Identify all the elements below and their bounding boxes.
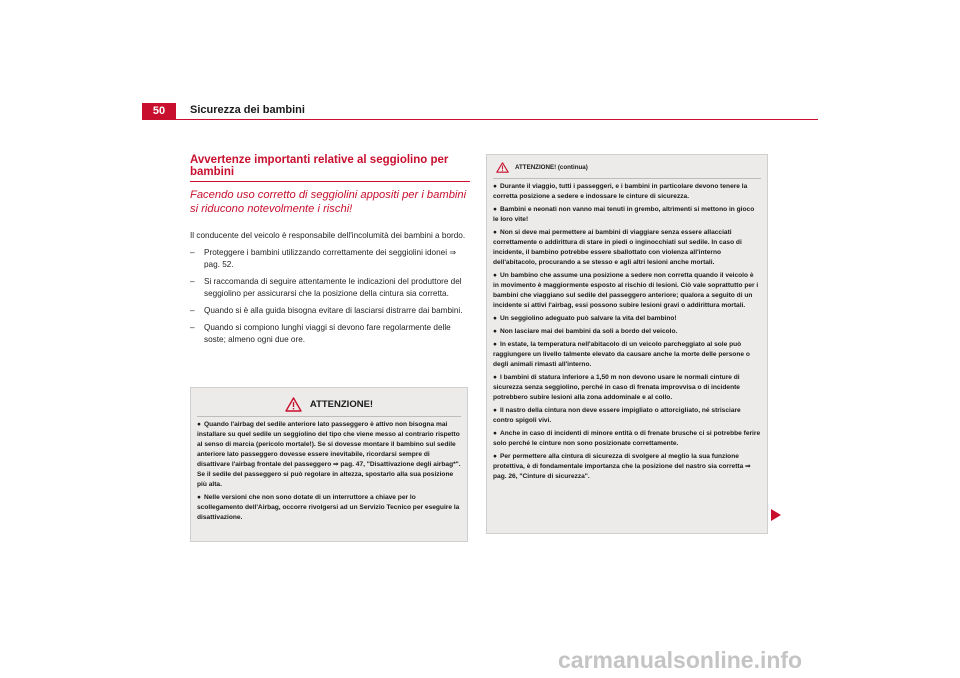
warning-triangle-icon xyxy=(285,397,302,412)
header-divider xyxy=(142,119,818,120)
warning-body xyxy=(487,182,767,482)
warning-item: ● Non si deve mai permettere ai bambini di viaggiare senza essere allacciati correttamente o addirittura di stare in piedi o inginocchiati sul sedile. In caso di incidente, il bambino potrebbe essere sballottato con violenza all'interno dell'abitacolo, procurando a se stesso e agli altri lesioni anche mortali. xyxy=(493,229,742,266)
watermark: carmanualsonline.info xyxy=(558,647,803,673)
warning-item: ● Non lasciare mai dei bambini da soli a bordo del veicolo. xyxy=(493,328,678,335)
list-item: – Proteggere i bambini utilizzando correttamente dei seggiolini idonei ⇒ pag. 52. xyxy=(190,248,457,269)
warning-title: ATTENZIONE! xyxy=(309,398,374,410)
warning-item: ● I bambini di statura inferiore a 1,50 m non devono usare le normali cinture di sicurezza senza seggiolino, perché in caso di frenata improvvisa o di incidente potrebbero subire lesioni alla zona addominale e al collo. xyxy=(493,374,740,401)
page-number: 50 xyxy=(142,103,176,119)
warning-box xyxy=(190,387,468,542)
left-column xyxy=(190,154,470,351)
bullet-icon: ● xyxy=(493,183,497,190)
bullet-icon: ● xyxy=(493,407,497,414)
warning-title: ATTENZIONE! (continua) xyxy=(515,163,588,171)
list-item: – Quando si compiono lunghi viaggi si devono fare regolarmente delle soste; almeno ogni due ore. xyxy=(190,323,451,344)
bullet-icon: ● xyxy=(493,328,497,335)
warning-item: ● Quando l'airbag del sedile anteriore lato passeggero è attivo non bisogna mai installare su quel sedile un seggiolino del tipo che viene messo al contrario rispetto al senso di marcia (pericolo mortale!). Se si dovesse montare il bambino sul sedile anteriore lato passeggero dovesse essere inevitabile, ricordarsi sempre di disattivare l'airbag frontale del passeggero ⇒ pag. 47, "Disattivazione degli airbag*". Se il sedile del passeggero si può regolare in altezza, spostarlo alla sua posizione più alta. xyxy=(197,421,461,488)
bullet-icon: ● xyxy=(493,374,497,381)
warning-divider xyxy=(493,178,761,179)
warning-item: ● Anche in caso di incidenti di minore entità o di frenate brusche ci si potrebbe ferire solo perché le cinture non sono posizionate correttamente. xyxy=(493,430,761,447)
intro-text: Facendo uso corretto di seggiolini appositi per i bambini si riducono notevolmente i rischi! xyxy=(190,189,467,215)
list-item: – Quando si è alla guida bisogna evitare di lasciarsi distrarre dai bambini. xyxy=(190,306,463,315)
bullet-icon: ● xyxy=(493,315,497,322)
warning-header xyxy=(191,396,467,412)
warning-item: ● Per permettere alla cintura di sicurezza di svolgere al meglio la sua funzione protettiva, è di fondamentale importanza che la posizione del nastro sia corretta ⇒ pag. 26, "Cinture di sicurezza". xyxy=(493,453,751,480)
list-item: – Si raccomanda di seguire attentamente le indicazioni del produttore del seggiolino per assicurarsi che la posizione della cintura sia corretta. xyxy=(190,277,462,298)
bullet-icon: ● xyxy=(493,272,497,279)
warning-body xyxy=(191,420,467,523)
bullet-icon: ● xyxy=(493,206,497,213)
warning-item: ● Durante il viaggio, tutti i passeggeri, e i bambini in particolare devono tenere la corretta posizione a sedere e indossare le cinture di sicurezza. xyxy=(493,183,748,200)
warning-item: ● Il nastro della cintura non deve essere impigliato o attorcigliato, né strisciare contro spigoli vivi. xyxy=(493,407,741,424)
warning-item: ● Bambini e neonati non vanno mai tenuti in grembo, altrimenti si mettono in gioco le loro vite! xyxy=(493,206,755,223)
section-heading: Avvertenze importanti relative al seggiolino per bambini xyxy=(190,154,470,182)
bullet-icon: ● xyxy=(197,421,201,428)
bullet-icon: ● xyxy=(493,430,497,437)
warning-item: ● Nelle versioni che non sono dotate di un interruttore a chiave per lo scollegamento dell'Airbag, occorre rivolgersi ad un Servizio Tecnico per eseguire la disattivazione. xyxy=(197,494,460,521)
bullet-icon: ● xyxy=(493,453,497,460)
dash-list xyxy=(190,247,470,346)
section-title: Sicurezza dei bambini xyxy=(190,104,305,116)
warning-item: ● Un bambino che assume una posizione a sedere non corretta quando il veicolo è in movimento è maggiormente esposto al rischio di lesioni. Ciò vale soprattutto per i bambini che viaggiano sul sedile del passeggero anteriore; qualora a seguito di un incidente si attivi l'airbag, essi possono subire lesioni gravi o addirittura mortali. xyxy=(493,272,759,309)
warning-header xyxy=(496,160,767,174)
warning-divider xyxy=(197,416,461,417)
warning-item: ● Un seggiolino adeguato può salvare la vita del bambino! xyxy=(493,315,677,322)
bullet-icon: ● xyxy=(493,229,497,236)
warning-item: ● In estate, la temperatura nell'abitacolo di un veicolo parcheggiato al sole può raggiungere un livello talmente elevato da causare anche la morte delle persone o degli animali rimasti all'interno. xyxy=(493,341,750,368)
paragraph: Il conducente del veicolo è responsabile dell'incolumità dei bambini a bordo. xyxy=(190,231,466,240)
continue-arrow-icon xyxy=(770,508,782,522)
bullet-icon: ● xyxy=(493,341,497,348)
warning-box-continued xyxy=(486,154,768,534)
warning-triangle-icon xyxy=(496,162,509,173)
bullet-icon: ● xyxy=(197,494,201,501)
